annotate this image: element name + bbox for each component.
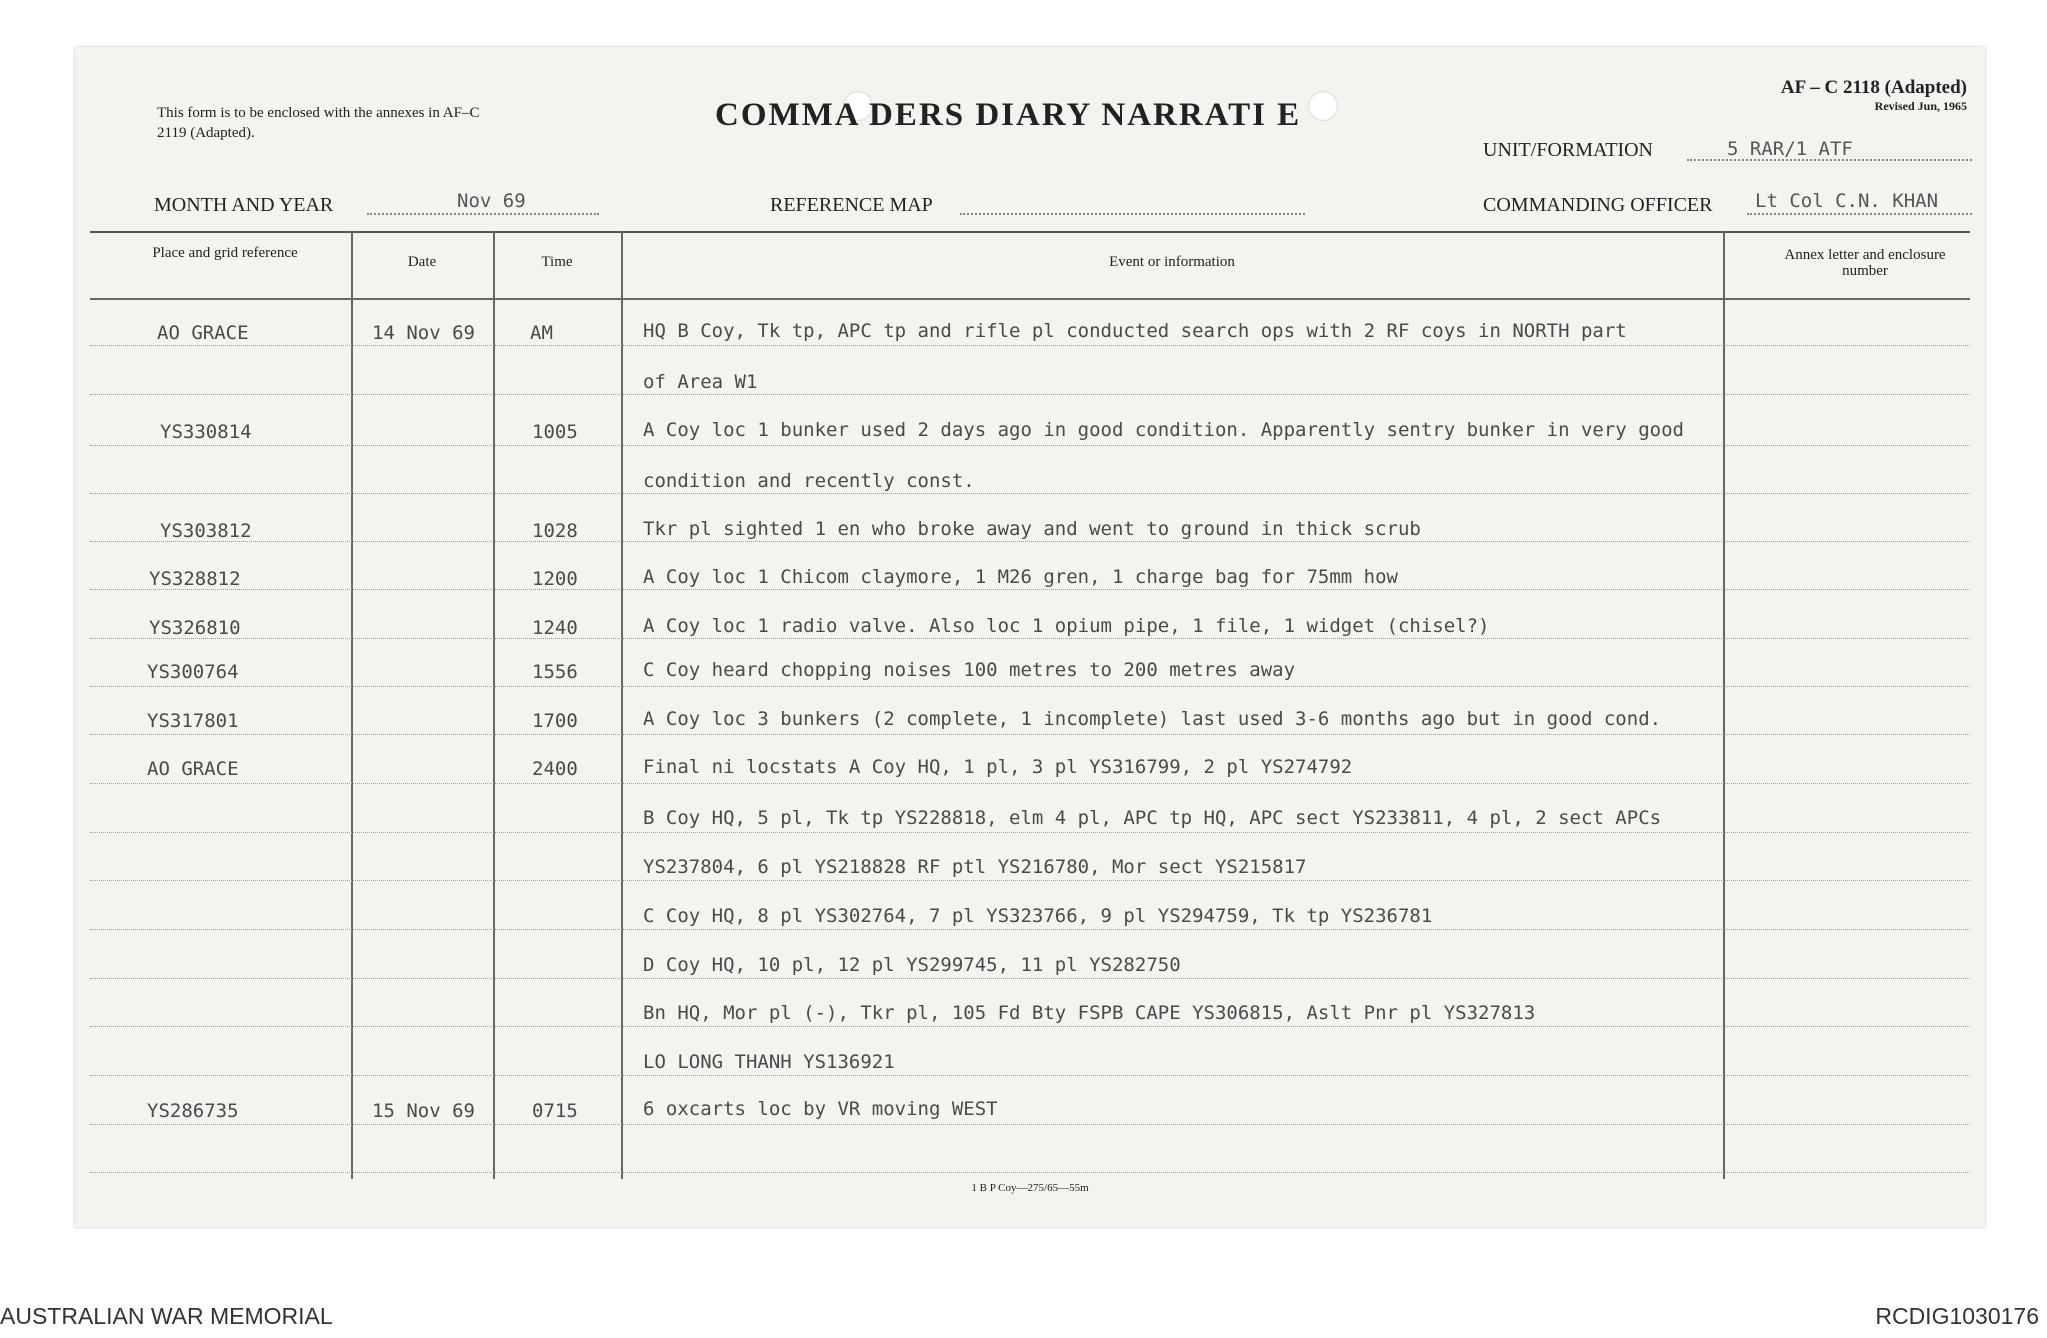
printer-imprint: 1 B P Coy—275/65—55m xyxy=(971,1182,1089,1194)
table-cell-time: 1005 xyxy=(532,421,578,443)
archive-credit: AUSTRALIAN WAR MEMORIAL xyxy=(0,1303,333,1329)
column-header-place: Place and grid reference xyxy=(152,245,298,261)
column-header-date: Date xyxy=(407,254,437,270)
row-rule xyxy=(90,493,1970,494)
table-cell-event: C Coy heard chopping noises 100 metres to 200 metres away xyxy=(643,659,1296,681)
table-cell-place: YS326810 xyxy=(149,617,241,639)
diary-form-sheet: This form is to be enclosed with the annexes in AF–C 2119 (Adapted). COMMA DERS DIARY NARRATI E AF – C 2118 (Adapted) Revised Jun, 1965 UNIT/FORMATION 5 RAR/1 ATF MONTH AND YEAR Nov 69 REFERENCE MAP COMMANDING OFFICER Lt Col C.N. KHAN Place and grid reference Date Time Event or information Annex letter and enclosure number AO GRACE 14 Nov 69 AM HQ B Coy, Tk tp, APC tp and rifle pl conducted search ops with 2 RF coys in NORTH part of Area W1 YS330814 1005 A Coy loc 1 bunker used 2 days ago in good condition. Apparently sentry bunker in very good condition and recently const. YS303812 1028 Tkr pl sighted 1 en who broke away and went to ground in thick scrub YS328812 1200 A Coy loc 1 Chicom claymore, 1 M26 gren, 1 charge bag for 75mm how YS326810 1240 A Coy loc 1 radio valve. Also loc 1 opium pipe, 1 file, 1 widget (chisel?) YS300764 1556 C Coy heard chopping noises 100 metres to 200 metres away YS317801 1700 A Coy loc 3 bunkers (2 complete, 1 incomplete) last used 3-6 months ago but in good cond. AO GRACE 2400 Final ni locstats A Coy HQ, 1 pl, 3 pl YS316799, 2 pl YS274792 B Coy HQ, 5 pl, Tk tp YS228818, elm 4 pl, APC tp HQ, APC sect YS233811, 4 pl, 2 sect APCs YS237804, 6 pl YS218828 RF ptl YS216780, Mor sect YS215817 C Coy HQ, 8 pl YS302764, 7 pl YS323766, 9 pl YS294759, Tk tp YS236781 D Coy HQ, 10 pl, 12 pl YS299745, 11 pl YS282750 Bn HQ, Mor pl (-), Tkr pl, 105 Fd Bty FSPB CAPE YS306815, Aslt Pnr pl YS327813 LO LONG THANH YS136921 YS286735 15 Nov 69 0715 6 oxcarts loc by VR moving WEST 1 B P Coy—275/65—55m xyxy=(75,47,1985,1227)
table-cell-place: YS328812 xyxy=(149,568,241,590)
table-cell-event: of Area W1 xyxy=(643,371,758,393)
form-number: AF – C 2118 (Adapted) xyxy=(1780,77,1967,98)
table-cell-event: LO LONG THANH YS136921 xyxy=(643,1051,895,1073)
row-rule xyxy=(90,445,1970,446)
table-cell-time: 1028 xyxy=(532,520,578,542)
table-cell-event: B Coy HQ, 5 pl, Tk tp YS228818, elm 4 pl, APC tp HQ, APC sect YS233811, 4 pl, 2 sect APCs xyxy=(643,807,1662,829)
table-cell-place: YS317801 xyxy=(147,710,239,732)
table-cell-event: D Coy HQ, 10 pl, 12 pl YS299745, 11 pl YS282750 xyxy=(643,954,1181,976)
table-cell-place: YS303812 xyxy=(160,520,252,542)
row-rule xyxy=(90,832,1970,833)
table-cell-event: HQ B Coy, Tk tp, APC tp and rifle pl conducted search ops with 2 RF coys in NORTH part xyxy=(643,320,1627,342)
table-cell-event: Tkr pl sighted 1 en who broke away and went to ground in thick scrub xyxy=(643,518,1421,540)
column-header-annex: Annex letter and enclosure number xyxy=(1784,247,1946,279)
table-cell-time: 1200 xyxy=(532,568,578,590)
row-rule xyxy=(90,541,1970,542)
unit-value: 5 RAR/1 ATF xyxy=(1727,138,1853,160)
table-cell-event: YS237804, 6 pl YS218828 RF ptl YS216780, Mor sect YS215817 xyxy=(643,856,1307,878)
row-rule xyxy=(90,638,1970,639)
table-cell-time: 1556 xyxy=(532,661,578,683)
co-dotted-line xyxy=(1747,213,1972,215)
table-cell-place: AO GRACE xyxy=(157,322,249,344)
table-cell-event: 6 oxcarts loc by VR moving WEST xyxy=(643,1098,998,1120)
table-cell-place: YS330814 xyxy=(160,421,252,443)
month-dotted-line xyxy=(367,213,599,215)
row-rule xyxy=(90,394,1970,395)
table-cell-event: A Coy loc 1 bunker used 2 days ago in good condition. Apparently sentry bunker in very good xyxy=(643,419,1684,441)
table-cell-event: C Coy HQ, 8 pl YS302764, 7 pl YS323766, 9 pl YS294759, Tk tp YS236781 xyxy=(643,905,1433,927)
table-cell-event: Final ni locstats A Coy HQ, 1 pl, 3 pl YS316799, 2 pl YS274792 xyxy=(643,756,1353,778)
row-rule xyxy=(90,929,1970,930)
reference-map-label: REFERENCE MAP xyxy=(770,194,933,216)
form-enclosure-note: This form is to be enclosed with the annexes in AF–C 2119 (Adapted). xyxy=(157,105,480,141)
unit-label: UNIT/FORMATION xyxy=(1483,139,1653,161)
row-rule xyxy=(90,1124,1970,1125)
table-cell-event: A Coy loc 1 Chicom claymore, 1 M26 gren, 1 charge bag for 75mm how xyxy=(643,566,1398,588)
table-cell-place: AO GRACE xyxy=(147,758,239,780)
table-cell-event: condition and recently const. xyxy=(643,470,975,492)
table-cell-event: A Coy loc 1 radio valve. Also loc 1 opium pipe, 1 file, 1 widget (chisel?) xyxy=(643,615,1490,637)
table-cell-time: 2400 xyxy=(532,758,578,780)
table-cell-event: A Coy loc 3 bunkers (2 complete, 1 incomplete) last used 3-6 months ago but in good cond. xyxy=(643,708,1662,730)
column-header-event: Event or information xyxy=(1109,254,1235,270)
form-revised-date: Revised Jun, 1965 xyxy=(1874,99,1967,113)
column-header-time: Time xyxy=(541,254,573,270)
table-cell-date: 15 Nov 69 xyxy=(372,1100,475,1122)
table-cell-time: 1700 xyxy=(532,710,578,732)
row-rule xyxy=(90,734,1970,735)
month-year-value: Nov 69 xyxy=(457,190,526,212)
commanding-officer-value: Lt Col C.N. KHAN xyxy=(1755,190,1939,212)
commanding-officer-label: COMMANDING OFFICER xyxy=(1483,194,1713,216)
archive-record-id: RCDIG1030176 xyxy=(1875,1303,2039,1329)
table-cell-place: YS286735 xyxy=(147,1100,239,1122)
row-rule xyxy=(90,880,1970,881)
row-rule xyxy=(90,783,1970,784)
row-rule xyxy=(90,978,1970,979)
column-divider-2 xyxy=(493,231,495,1179)
map-dotted-line xyxy=(960,213,1305,215)
table-top-rule xyxy=(90,231,1970,233)
table-cell-date: 14 Nov 69 xyxy=(372,322,475,344)
row-rule xyxy=(90,589,1970,590)
column-divider-4 xyxy=(1723,231,1725,1179)
column-divider-1 xyxy=(351,231,353,1179)
table-cell-time: 0715 xyxy=(532,1100,578,1122)
month-year-label: MONTH AND YEAR xyxy=(154,194,334,216)
column-divider-3 xyxy=(621,231,623,1179)
form-title: COMMA DERS DIARY NARRATI E xyxy=(715,97,1302,133)
table-cell-event: Bn HQ, Mor pl (-), Tkr pl, 105 Fd Bty FSPB CAPE YS306815, Aslt Pnr pl YS327813 xyxy=(643,1002,1536,1024)
table-header-rule xyxy=(90,298,1970,300)
table-cell-time: 1240 xyxy=(532,617,578,639)
row-rule xyxy=(90,1075,1970,1076)
row-rule xyxy=(90,1026,1970,1027)
row-rule xyxy=(90,1172,1970,1173)
punch-hole-right xyxy=(1308,91,1338,121)
table-cell-place: YS300764 xyxy=(147,661,239,683)
row-rule xyxy=(90,686,1970,687)
row-rule xyxy=(90,345,1970,346)
form-number-block xyxy=(1781,77,1967,114)
